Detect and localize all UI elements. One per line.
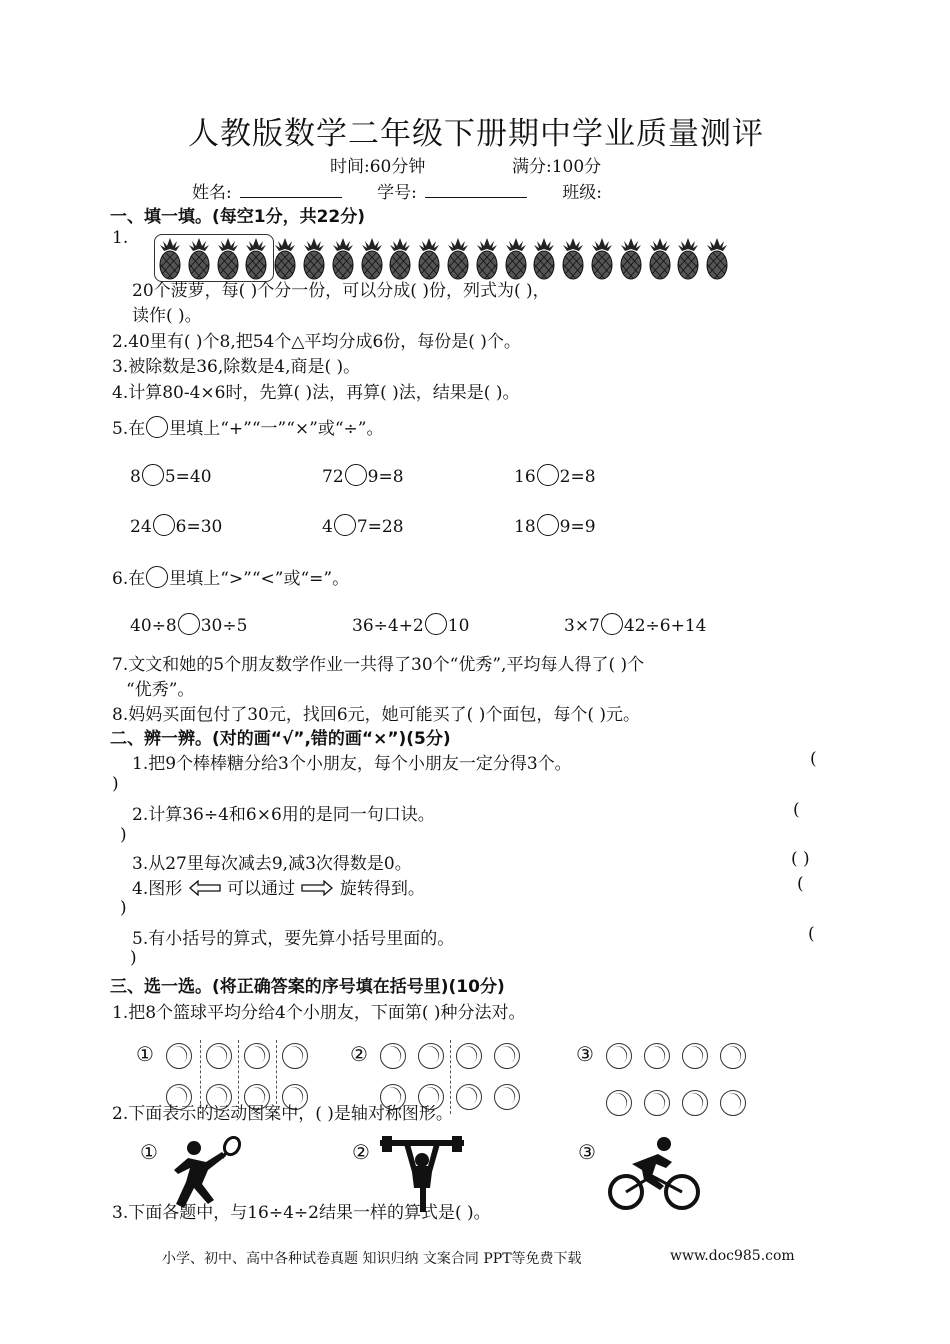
pineapple-icon <box>302 238 326 280</box>
basketball-icon <box>380 1043 406 1069</box>
q7-line1: 7.文文和她的5个朋友数学作业一共得了30个“优秀”,平均每人得了( )个 <box>112 655 645 675</box>
q5-item: 8 5=40 <box>130 464 212 487</box>
question-3: 3.被除数是36,除数是4,商是( )。 <box>112 357 361 377</box>
q6-item: 3×7 42÷6+14 <box>564 613 706 636</box>
q1-line1: 20个菠萝，每( )个分一份，可以分成( )份，列式为( )， <box>132 281 550 301</box>
basketball-icon <box>606 1043 632 1069</box>
answer-paren-open[interactable]: ( <box>808 924 815 944</box>
basketball-icon <box>494 1084 520 1110</box>
choice-question-1: 1.把8个篮球平均分给4个小朋友，下面第( )种分法对。 <box>112 1003 526 1023</box>
pineapple-icon <box>216 238 240 280</box>
question-6 <box>112 564 349 589</box>
basketball-icon <box>720 1043 746 1069</box>
pineapple-icon <box>187 238 211 280</box>
answer-circle[interactable] <box>142 464 164 486</box>
question-4: 4.计算80-4×6时，先算( )法，再算( )法，结果是( )。 <box>112 383 520 403</box>
choice-question-3: 3.下面各题中，与16÷4÷2结果一样的算式是( )。 <box>112 1203 491 1223</box>
option-number: ① <box>136 1042 154 1066</box>
basketball-icon <box>456 1043 482 1069</box>
answer-paren-open[interactable]: ( <box>793 800 800 820</box>
judge-item-1: 1.把9个棒棒糖分给3个小朋友，每个小朋友一定分得3个。 <box>132 754 572 774</box>
cyclist-icon <box>606 1136 702 1216</box>
full-score: 满分:100分 <box>512 157 602 177</box>
pineapple-icon <box>417 238 441 280</box>
student-info-row <box>192 178 602 203</box>
basketball-icon <box>456 1084 482 1110</box>
option-number: ③ <box>576 1042 594 1066</box>
circle-icon <box>146 566 168 588</box>
name-label: 姓名: <box>192 183 232 203</box>
pineapple-icon <box>331 238 355 280</box>
answer-paren-close: ) <box>120 898 127 918</box>
id-field[interactable] <box>425 181 527 198</box>
basketball-icon <box>494 1043 520 1069</box>
answer-paren-close: ) <box>130 948 137 968</box>
section1-heading: 一、填一填。(每空1分，共22分) <box>110 207 366 227</box>
basketball-icon <box>166 1043 192 1069</box>
answer-paren-open[interactable]: ( <box>810 749 817 769</box>
section3-heading: 三、选一选。(将正确答案的序号填在括号里)(10分) <box>110 977 505 997</box>
answer-circle[interactable] <box>345 464 367 486</box>
pineapple-icon <box>388 238 412 280</box>
pineapple-icon <box>561 238 585 280</box>
basketball-icon <box>644 1043 670 1069</box>
footer-text: 小学、初中、高中各种试卷真题 知识归纳 文案合同 PPT等免费下载 <box>162 1251 582 1267</box>
pineapple-icon <box>619 238 643 280</box>
answer-circle[interactable] <box>537 514 559 536</box>
answer-paren-close: ) <box>112 774 119 794</box>
basketball-icon <box>244 1043 270 1069</box>
right-arrow-icon <box>300 879 334 897</box>
q5-item: 72 9=8 <box>322 464 404 487</box>
pineapple-icon <box>504 238 528 280</box>
judge-item-3: 3.从27里每次减去9,减3次得数是0。 <box>132 854 412 874</box>
basketball-icon <box>720 1090 746 1116</box>
basketball-icon <box>206 1043 232 1069</box>
option-number: ③ <box>578 1140 596 1164</box>
answer-circle[interactable] <box>425 613 447 635</box>
basketball-icon <box>282 1043 308 1069</box>
page-title: 人教版数学二年级下册期中学业质量测评 <box>188 116 764 152</box>
judge-item-2: 2.计算36÷4和6×6用的是同一句口诀。 <box>132 805 435 825</box>
option-number: ② <box>350 1042 368 1066</box>
judge-item-4: 4.图形 可以通过 旋转得到。 <box>132 879 425 899</box>
basketball-icon <box>606 1090 632 1116</box>
basketball-icon <box>682 1043 708 1069</box>
q5-item: 4 7=28 <box>322 514 404 537</box>
answer-circle[interactable] <box>537 464 559 486</box>
pineapple-icon <box>360 238 384 280</box>
q5-item: 16 2=8 <box>514 464 596 487</box>
q1-number: 1. <box>112 228 129 248</box>
left-arrow-icon <box>188 879 222 897</box>
pineapple-icon <box>273 238 297 280</box>
name-field[interactable] <box>240 181 342 198</box>
option-number: ② <box>352 1140 370 1164</box>
question-8: 8.妈妈买面包付了30元，找回6元，她可能买了( )个面包，每个( )元。 <box>112 705 641 725</box>
q5-item: 24 6=30 <box>130 514 222 537</box>
basketball-icon <box>418 1043 444 1069</box>
pineapple-icon <box>590 238 614 280</box>
option-number: ① <box>140 1140 158 1164</box>
q5-suffix: 里填上“+”“一”“×”或“÷”。 <box>169 419 384 439</box>
q6-prefix: 6.在 <box>112 569 146 589</box>
pineapple-icon <box>648 238 672 280</box>
id-label: 学号: <box>377 183 417 203</box>
answer-paren-close: ) <box>120 825 127 845</box>
judge-item-5: 5.有小括号的算式，要先算小括号里面的。 <box>132 929 455 949</box>
section2-heading: 二、辨一辨。(对的画“√”,错的画“×”)(5分) <box>110 729 451 749</box>
circle-icon <box>146 416 168 438</box>
question-2: 2.40里有( )个8,把54个△平均分成6份，每份是( )个。 <box>112 332 521 352</box>
pineapple-icon <box>475 238 499 280</box>
pineapple-icon <box>676 238 700 280</box>
pineapple-icon <box>158 238 182 280</box>
answer-circle[interactable] <box>178 613 200 635</box>
footer-url[interactable]: www.doc985.com <box>670 1248 795 1264</box>
q5-prefix: 5.在 <box>112 419 146 439</box>
q7-line2: “优秀”。 <box>126 680 195 700</box>
pineapple-icon <box>244 238 268 280</box>
class-label: 班级: <box>562 183 603 203</box>
q6-suffix: 里填上“>”“<”或“=”。 <box>169 569 350 589</box>
basketball-icon <box>682 1090 708 1116</box>
basketball-icon <box>644 1090 670 1116</box>
question-5 <box>112 414 384 439</box>
q6-item: 40÷8 30÷5 <box>130 613 247 636</box>
pineapple-icon <box>705 238 729 280</box>
answer-circle[interactable] <box>153 514 175 536</box>
answer-circle[interactable] <box>334 514 356 536</box>
q5-item: 18 9=9 <box>514 514 596 537</box>
q6-item: 36÷4+2 10 <box>352 613 469 636</box>
answer-paren-open[interactable]: ( <box>797 874 804 894</box>
exam-time: 时间:60分钟 <box>330 157 426 177</box>
answer-circle[interactable] <box>601 613 623 635</box>
answer-paren[interactable]: ( ) <box>791 849 810 869</box>
pineapple-icon <box>446 238 470 280</box>
choice-question-2: 2.下面表示的运动图案中，( )是轴对称图形。 <box>112 1104 453 1124</box>
q1-line2: 读作( )。 <box>132 306 202 326</box>
pineapple-icon <box>532 238 556 280</box>
